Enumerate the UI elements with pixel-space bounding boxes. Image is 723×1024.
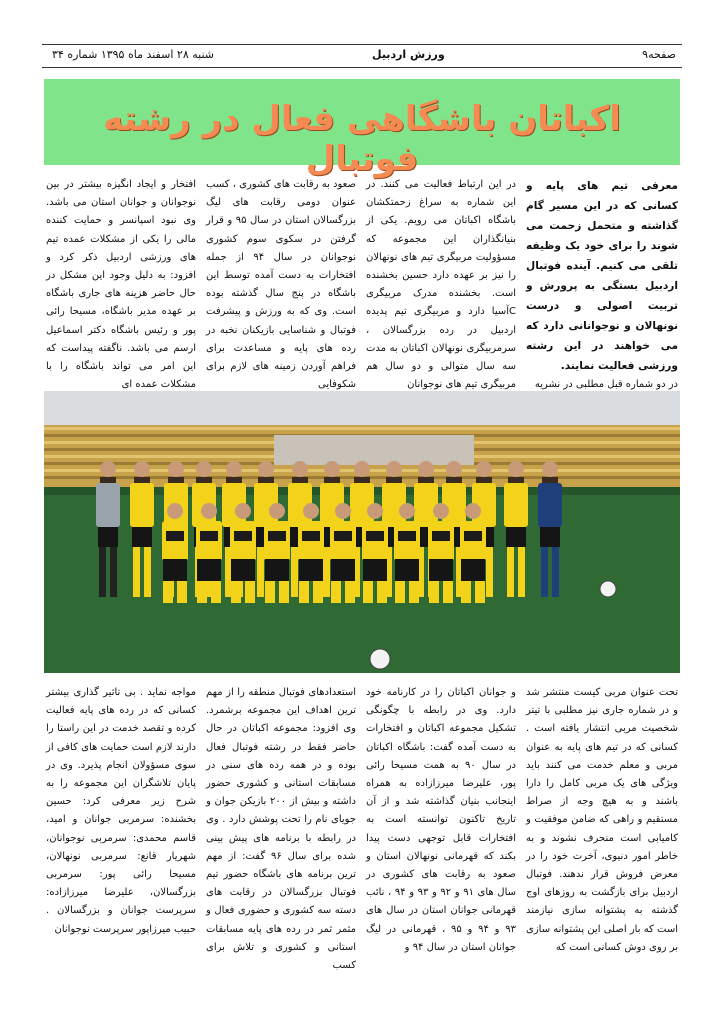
top-column-2: در این ارتباط فعالیت می کنند. در این شماره به سراغ زحمتکشان باشگاه اکباتان می رویم. یکی از بنیانگذاران این مجموعه که مسؤولیت مربیگری تیم های نونهالان را نیز بر عهده دارد حسین بخشنده است. بخشنده مدرک مربیگری Cآسیا دارد و مربیگری تیم پدیده اردبیل در رده بزرگسالان ، سرمربیگری نونهالان اکباتان به مدت سه سال متوالی و دو سال هم مربیگری تیم های نوجوانان [366, 179, 516, 391]
player-head [508, 461, 524, 477]
shirt-badge [432, 531, 450, 541]
shirt-badge [166, 531, 184, 541]
player-head [167, 503, 183, 519]
player-leg [409, 581, 419, 603]
player-leg [507, 547, 514, 597]
player-leg [518, 547, 525, 597]
page-number: صفحه۹ [642, 48, 676, 61]
team-photo [44, 391, 680, 673]
player-leg [163, 581, 173, 603]
player-leg [377, 581, 387, 603]
player-head [335, 503, 351, 519]
player-head [476, 461, 492, 477]
shirt-badge [398, 531, 416, 541]
player-head [258, 461, 274, 477]
player-shorts [429, 559, 453, 581]
player-leg [345, 581, 355, 603]
player-leg [211, 581, 221, 603]
top-column-1 [526, 176, 678, 390]
player-leg [144, 547, 151, 597]
player-head [134, 461, 150, 477]
bottom-column-3: استعدادهای فوتبال منطقه را از مهم ترین اهداف این مجموعه برشمرد. وی افزود: مجموعه اکباتان در حال حاضر فقط در رشته فوتبال فعال بوده و در همه رده های سنی در مسابقات استانی و کشوری حضور داشته و بیش از ۲۰۰ بازیکن جوان و جویای نام را تحت پوشش دارد . وی در رابطه با برنامه های پیش بینی شده برای سال ۹۶ گفت: از مهم ترین برنامه های باشگاه حضور تیم فوتبال بزرگسالان در رقابت های دسته سه کشوری و حضوری فعال و مثمر ثمر در رده های پایه مسابقات استانی و کشوری و تلاش برای کسب [206, 687, 356, 972]
issue-date-number: شنبه ۲۸ اسفند ماه ۱۳۹۵ شماره ۳۴ [52, 48, 214, 61]
player-leg [197, 581, 207, 603]
player-shirt [538, 483, 562, 527]
player-head [367, 503, 383, 519]
player-shirt [96, 483, 120, 527]
player-leg [461, 581, 471, 603]
player-head [168, 461, 184, 477]
player-leg [299, 581, 309, 603]
player-shorts [132, 527, 152, 547]
player-leg [443, 581, 453, 603]
player-leg [363, 581, 373, 603]
player-head [354, 461, 370, 477]
player-head [269, 503, 285, 519]
player-head [100, 461, 116, 477]
player-head [324, 461, 340, 477]
football [600, 581, 616, 597]
bottom-column-4: مواجه نماید . بی تاثیر گذاری بیشتر کسانی که در رده های پایه فعالیت کرده و تقصد خدمت در این راستا را دارند لازم است حمایت های کافی از سوی مسؤولان انجام پذیرد. وی در پایان تلاشگران این مجموعه را به شرح زیر معرفی کرد: حسین بخشنده: سرمربی جوانان و امید، قاسم محمدی: سرمربی نوجوانان، شهریار قانع: سرمربی نونهالان، مسیحا رائی پور: سرمربی بزرگسالان، علیرضا میرزازاده: سرپرست جوانان و بزرگسالان . حبیب میرزاپور سرپرست نوجوانان [46, 687, 196, 935]
player-head [399, 503, 415, 519]
shirt-badge [268, 531, 286, 541]
top-column-4: افتخار و ایجاد انگیزه بیشتر در بین نوجوانان و جوانان استان می باشد. وی نبود اسپانسر و حمایت کننده مالی را یکی از مشکلات عمده تیم های ورزشی اردبیل ذکر کرد و افزود: به دلیل وجود این مشکل در حال حاضر هزینه های جاری باشگاه بر عهده مدیر باشگاه، مسیحا رائی پور و رئیس باشگاه دکتر اسماعیل ارسم می باشد. ناگفته پیداست که این امر می تواند باشگاه را با مشکلات عمده ای [46, 179, 196, 391]
intro-paragraph: معرفی تیم های پایه و کسانی که در این مسیر گام گذاشته و متحمل زحمت می شوند را برای خود یک وظیفه تلقی می کنیم. آینده فوتبال اردبیل بستگی به پرورش و تربیت اصولی و درست نونهالان و نوجوانانی دارد که می خواهند در این رشته ورزشی فعالیت نمایند. [526, 180, 678, 372]
player-leg [331, 581, 341, 603]
player-shorts [506, 527, 526, 547]
player-leg [552, 547, 559, 597]
player-head [465, 503, 481, 519]
player-leg [323, 547, 330, 597]
shirt-badge [302, 531, 320, 541]
intro-tail: در دو شماره قبل مطلبی در نشریه [534, 379, 678, 390]
player-head [433, 503, 449, 519]
player-leg [177, 581, 187, 603]
player-leg [313, 581, 323, 603]
player-shirt [504, 483, 528, 527]
player-shorts [163, 559, 187, 581]
title-banner [44, 79, 680, 179]
player-leg [265, 581, 275, 603]
player-shirt [414, 483, 438, 527]
player-shorts [265, 559, 289, 581]
player-leg [257, 547, 264, 597]
player-shorts [231, 559, 255, 581]
shirt-badge [334, 531, 352, 541]
player-head [386, 461, 402, 477]
player-shorts [299, 559, 323, 581]
player-shorts [197, 559, 221, 581]
player-head [303, 503, 319, 519]
player-shirt [130, 483, 154, 527]
player-leg [541, 547, 548, 597]
player-leg [279, 581, 289, 603]
shirt-badge [234, 531, 252, 541]
player-leg [395, 581, 405, 603]
player-shorts [395, 559, 419, 581]
stand-row [44, 427, 680, 430]
page-header [42, 44, 682, 68]
shirt-badge [366, 531, 384, 541]
player-head [542, 461, 558, 477]
player-head [235, 503, 251, 519]
bottom-column-1: تحت عنوان مربی کیست منتشر شد و در شماره جاری نیز مطلبی با تیتر شخصیت مربی انتشار یافته است . کسانی که در تیم های پایه به عنوان مربی و معلم خدمت می کنند باید ویژگی های یک مربی کامل را دارا باشند و به هیچ وجه از صراط مستقیم و راهی که ضامن موفقیت و کامیابی است منحرف نشوند و به خاطر امور دنیوی، آخرت خود را در معرض فروش قرار ندهند. فوتبال اردبیل برای بازگشت به روزهای اوج گذشته به پشتوانه سازی نیازمند است که بار اصلی این پشتوانه سازی بر روی دوش کسانی است که [526, 687, 678, 953]
player-shorts [98, 527, 118, 547]
player-shorts [461, 559, 485, 581]
player-leg [231, 581, 241, 603]
player-leg [486, 547, 493, 597]
player-head [226, 461, 242, 477]
player-head [201, 503, 217, 519]
sky [44, 391, 680, 425]
player-leg [133, 547, 140, 597]
player-shorts [540, 527, 560, 547]
section-title: ورزش اردبیل [372, 48, 445, 61]
player-leg [291, 547, 298, 597]
shirt-badge [464, 531, 482, 541]
player-head [418, 461, 434, 477]
player-shorts [331, 559, 355, 581]
player-head [446, 461, 462, 477]
player-leg [475, 581, 485, 603]
football [370, 649, 390, 669]
player-leg [429, 581, 439, 603]
bottom-column-2: و جوانان اکباتان را در کارنامه خود دارد. وی در رابطه با چگونگی تشکیل مجموعه اکباتان و افتخارات به دست آمده گفت: باشگاه اکباتان در سال ۹۰ به همت مسیحا رائی پور، علیرضا میرزازاده به همراه اینجانب بنیان گذاشته شد و از آن تاریخ تاکنون توانسته است به افتخارات قابل توجهی دست پیدا بکند که قهرمانی نونهالان استان و صعود به رقابت های کشوری در سال های ۹۱ و ۹۲ و ۹۳ و ۹۴ ، نائب قهرمانی جوانان استان در سال های ۹۳ و ۹۴ و ۹۵ ، قهرمانی در لیگ جوانان استان در سال ۹۴ و [366, 687, 517, 953]
article-title: اکباتان باشگاهی فعال در رشته فوتبال [103, 99, 621, 179]
player-shorts [363, 559, 387, 581]
player-head [196, 461, 212, 477]
player-leg [245, 581, 255, 603]
top-column-3: صعود به رقابت های کشوری ، کسب عنوان دومی رقابت های لیگ بزرگسالان استان در سال ۹۵ و قرار گرفتن در سکوی سوم کشوری نوجوانان در سال ۹۴ از جمله افتخارات به دست آمده توسط این باشگاه در پنج سال گذشته بوده است. وی که به ورزش و پیشرفت فوتبال و شناسایی بازیکنان نخبه در رده های پایه و مساعدت برای فراهم آوردن زمینه های لازم برای شکوفایی [206, 179, 356, 391]
team-photo-illustration [44, 391, 680, 673]
shirt-badge [200, 531, 218, 541]
stand-roof [274, 435, 474, 465]
player-leg [110, 547, 117, 597]
player-head [292, 461, 308, 477]
player-leg [99, 547, 106, 597]
